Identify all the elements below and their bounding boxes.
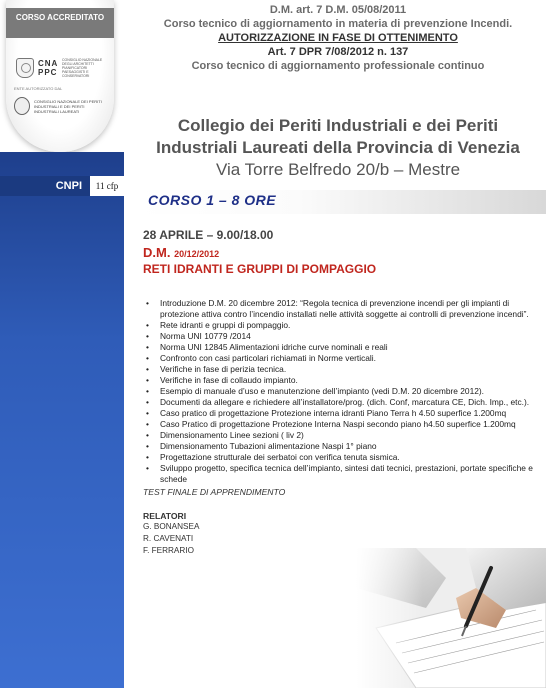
list-item: • Progettazione strutturale dei serbatoi con verifica tenuta sismica. bbox=[160, 452, 541, 463]
college-name-line-1: Collegio dei Periti Industriali e dei Periti bbox=[177, 116, 499, 135]
speakers-title: RELATORI bbox=[143, 511, 187, 521]
college-address: Via Torre Belfredo 20/b – Mestre bbox=[215, 160, 461, 179]
speaker-name: G. BONANSEA bbox=[143, 522, 200, 531]
list-item: • Dimensionamento Tubazioni alimentazione Naspi 1° piano bbox=[160, 441, 541, 452]
accredited-badge bbox=[6, 0, 114, 152]
speaker-name: F. FERRARIO bbox=[143, 546, 194, 555]
header-line-4: Art. 7 DPR 7/08/2012 n. 137 bbox=[267, 46, 409, 58]
pen-on-paper-photo bbox=[356, 548, 546, 688]
badge-title: CORSO ACCREDITATO bbox=[6, 8, 114, 38]
list-item: • Dimensionamento Linee sezioni ( liv 2) bbox=[160, 430, 541, 441]
cnappc-logo-row bbox=[16, 54, 110, 82]
list-item: • Sviluppo progetto, specifica tecnica dell’impianto, sintesi dati tecnici, prestazioni, portate specifiche e schede bbox=[160, 463, 541, 485]
list-item: • Rete idranti e gruppi di pompaggio. bbox=[160, 320, 541, 331]
header-line-3: AUTORIZZAZIONE IN FASE DI OTTENIMENTO bbox=[218, 32, 458, 44]
cnappc-description: CONSIGLIO NAZIONALE DEGLI ARCHITETTI PIANIFICATORI PAESAGGISTI E CONSERVATORI bbox=[62, 58, 103, 78]
speaker-name: R. CAVENATI bbox=[143, 534, 194, 543]
college-name-line-2: Industriali Laureati della Provincia di Venezia bbox=[156, 138, 520, 157]
course-title: CORSO 1 – 8 ORE bbox=[148, 192, 277, 208]
decree-prefix: D.M. bbox=[143, 245, 175, 260]
final-test-label: TEST FINALE DI APPRENDIMENTO bbox=[143, 487, 286, 497]
cnappc-emblem-icon bbox=[16, 58, 34, 78]
header-line-2: Corso tecnico di aggiornamento in materia di prevenzione Incendi. bbox=[163, 18, 513, 30]
list-item: • Esempio di manuale d’uso e manutenzione dell’impianto (vedi D.M. 20 dicembre 2012). bbox=[160, 386, 541, 397]
list-item: • Caso pratico di progettazione Protezione interna idranti Piano Terra h 4.50 superfice 1.200mq bbox=[160, 408, 541, 419]
session-decree bbox=[143, 245, 541, 260]
list-item: • Norma UNI 10779 /2014 bbox=[160, 331, 541, 342]
list-item: • Norma UNI 12845 Alimentazioni idriche curve nominali e reali bbox=[160, 342, 541, 353]
left-blue-band bbox=[0, 152, 124, 688]
header-line-1: D.M. art. 7 D.M. 05/08/2011 bbox=[269, 4, 407, 16]
cnpi-emblem-icon bbox=[14, 97, 30, 115]
cnpi-label: CNPI bbox=[0, 176, 90, 196]
authorized-by-label: ENTE AUTORIZZATO DAL bbox=[14, 86, 63, 91]
decree-date: 20/12/2012 bbox=[174, 249, 220, 259]
list-item: • Confronto con casi particolari richiamati in Norme verticali. bbox=[160, 353, 541, 364]
list-item: • Verifiche in fase di collaudo impianto. bbox=[160, 375, 541, 386]
list-item: • Introduzione D.M. 20 dicembre 2012: “Regola tecnica di prevenzione incendi per gli impianti di protezione attiva contro l’incendio installati nelle attività soggette ai controlli di prevenzione incendi”. bbox=[160, 298, 541, 320]
list-item: • Documenti da allegare e richiedere all’installatore/prog. (dich. Conf, marcatura CE, Dich. Imp., etc.). bbox=[160, 397, 541, 408]
session-content bbox=[143, 228, 541, 557]
session-date: 28 APRILE – 9.00/18.00 bbox=[143, 228, 274, 242]
cfp-credits: 11 cfp bbox=[90, 176, 124, 196]
list-item: • Caso Pratico di progettazione Protezione Interna Naspi secondo piano h4.50 superfice 1.200mq bbox=[160, 419, 541, 430]
header-line-5: Corso tecnico di aggiornamento professionale continuo bbox=[191, 60, 485, 72]
left-header-area bbox=[0, 0, 124, 152]
college-block bbox=[130, 115, 546, 181]
cnappc-logo-text: CNA PPC bbox=[38, 59, 59, 77]
program-list bbox=[143, 298, 541, 485]
cnpi-logo-row bbox=[14, 95, 112, 117]
list-item: • Verifiche in fase di perizia tecnica. bbox=[160, 364, 541, 375]
session-topic: RETI IDRANTI E GRUPPI DI POMPAGGIO bbox=[143, 262, 377, 276]
header-text bbox=[130, 3, 546, 73]
cnpi-description: CONSIGLIO NAZIONALE DEI PERITI INDUSTRIALI E DEI PERITI INDUSTRIALI LAUREATI bbox=[34, 98, 102, 114]
